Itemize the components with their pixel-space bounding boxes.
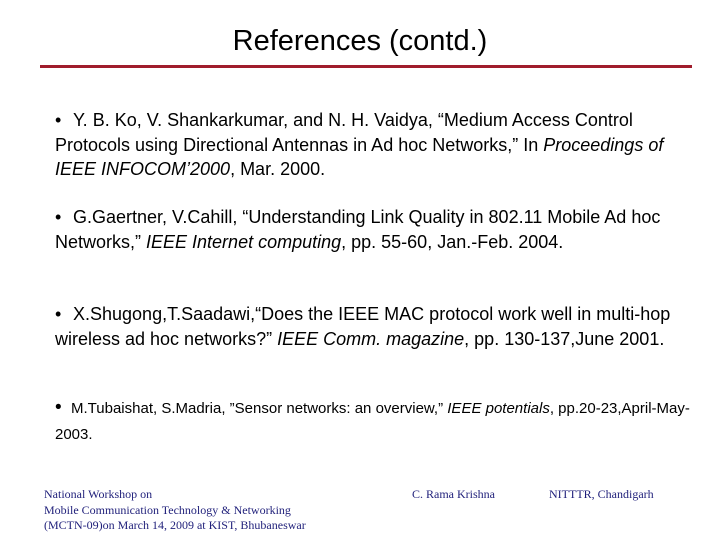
reference-item: [55, 108, 695, 182]
footer-event-info: [44, 487, 306, 534]
reference-venue: IEEE Internet computing: [146, 231, 342, 252]
reference-venue: IEEE potentials: [447, 400, 550, 417]
reference-text: M.Tubaishat, S.Madria, ”Sensor networks: an overview,”: [71, 400, 448, 417]
reference-text: X.Shugong,T.Saadawi,“Does the IEEE MAC protocol work well in multi-hop wireless ad hoc networks?”: [55, 304, 671, 349]
reference-details: , Mar. 2000.: [230, 159, 326, 179]
footer-event-line: National Workshop on: [44, 487, 153, 501]
bullet-icon: •: [55, 397, 62, 418]
reference-details: , pp.20-23,April-May-2003.: [55, 400, 690, 443]
bullet-icon: •: [55, 110, 62, 130]
reference-text: G.Gaertner, V.Cahill, “Understanding Link Quality in 802.11 Mobile Ad hoc Networks,”: [55, 207, 661, 252]
reference-item: [55, 205, 695, 254]
reference-venue: Proceedings of IEEE INFOCOM’2000: [55, 134, 664, 179]
reference-details: , pp. 55-60, Jan.-Feb. 2004.: [341, 231, 564, 252]
reference-item: [55, 395, 695, 448]
reference-item: [55, 302, 695, 351]
bullet-icon: •: [55, 304, 62, 324]
bullet-icon: •: [55, 207, 62, 227]
footer-institute: NITTTR, Chandigarh: [549, 487, 654, 501]
reference-details: , pp. 130-137,June 2001.: [464, 328, 665, 349]
slide-title: References (contd.): [232, 25, 488, 57]
title-underline: [40, 65, 692, 68]
reference-venue: IEEE Comm. magazine: [277, 328, 465, 349]
reference-text: Y. B. Ko, V. Shankarkumar, and N. H. Vaidya, “Medium Access Control Protocols using Directional Antennas in Ad hoc Networks,” In: [55, 110, 633, 155]
footer-event-line: (MCTN-09)on March 14, 2009 at KIST, Bhubaneswar: [44, 518, 306, 532]
footer-presenter: C. Rama Krishna: [412, 487, 495, 501]
footer-event-line: Mobile Communication Technology & Networking: [44, 502, 291, 517]
